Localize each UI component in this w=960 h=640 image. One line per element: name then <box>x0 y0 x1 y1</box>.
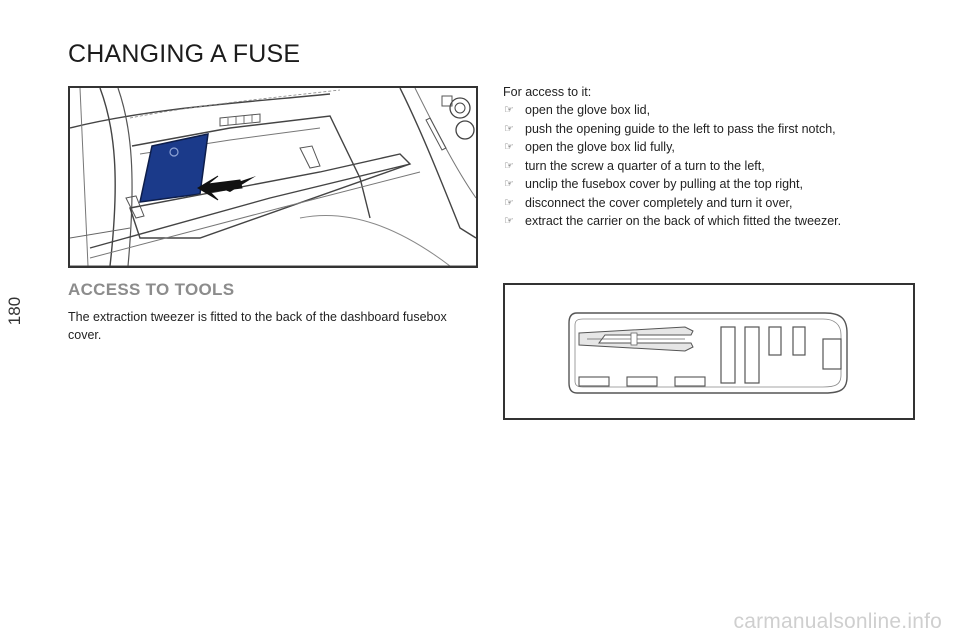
hand-pointer-icon: ☞ <box>504 159 514 172</box>
hand-pointer-icon: ☞ <box>504 104 514 116</box>
list-item <box>503 212 943 231</box>
hand-pointer-icon: ☞ <box>504 178 514 190</box>
list-item <box>503 120 943 139</box>
hand-pointer-icon: ☞ <box>504 141 514 153</box>
instructions-intro: For access to it: <box>503 85 592 99</box>
step-text: open the glove box lid, <box>525 103 651 117</box>
hand-pointer-icon: ☞ <box>504 215 514 227</box>
tweezer-drawing <box>505 285 913 418</box>
hand-pointer-icon: ☞ <box>504 122 514 135</box>
hand-pointer-icon: ☞ <box>504 196 514 209</box>
step-text: open the glove box lid fully, <box>525 140 675 154</box>
instructions-list <box>503 101 943 231</box>
glovebox-drawing <box>70 88 476 266</box>
glovebox-fusebox-illustration <box>68 86 478 268</box>
step-text: unclip the fusebox cover by pulling at the top right, <box>525 177 803 191</box>
step-text: extract the carrier on the back of which fitted the tweezer. <box>525 214 842 228</box>
list-item <box>503 138 943 157</box>
list-item <box>503 175 943 194</box>
step-text: disconnect the cover completely and turn it over, <box>525 195 793 210</box>
watermark: carmanualsonline.info <box>733 610 942 633</box>
list-item <box>503 194 943 213</box>
access-to-tools-text: The extraction tweezer is fitted to the back of the dashboard fusebox cover. <box>68 310 447 342</box>
page-number: 180 <box>5 296 24 326</box>
step-text: push the opening guide to the left to pass the first notch, <box>525 121 836 136</box>
page-title: CHANGING A FUSE <box>68 40 301 68</box>
step-text: turn the screw a quarter of a turn to the left, <box>525 158 765 173</box>
section-heading-access-to-tools: ACCESS TO TOOLS <box>68 280 235 299</box>
list-item <box>503 157 943 176</box>
list-item <box>503 101 943 120</box>
fusebox-cover-tweezer-illustration <box>503 283 915 420</box>
